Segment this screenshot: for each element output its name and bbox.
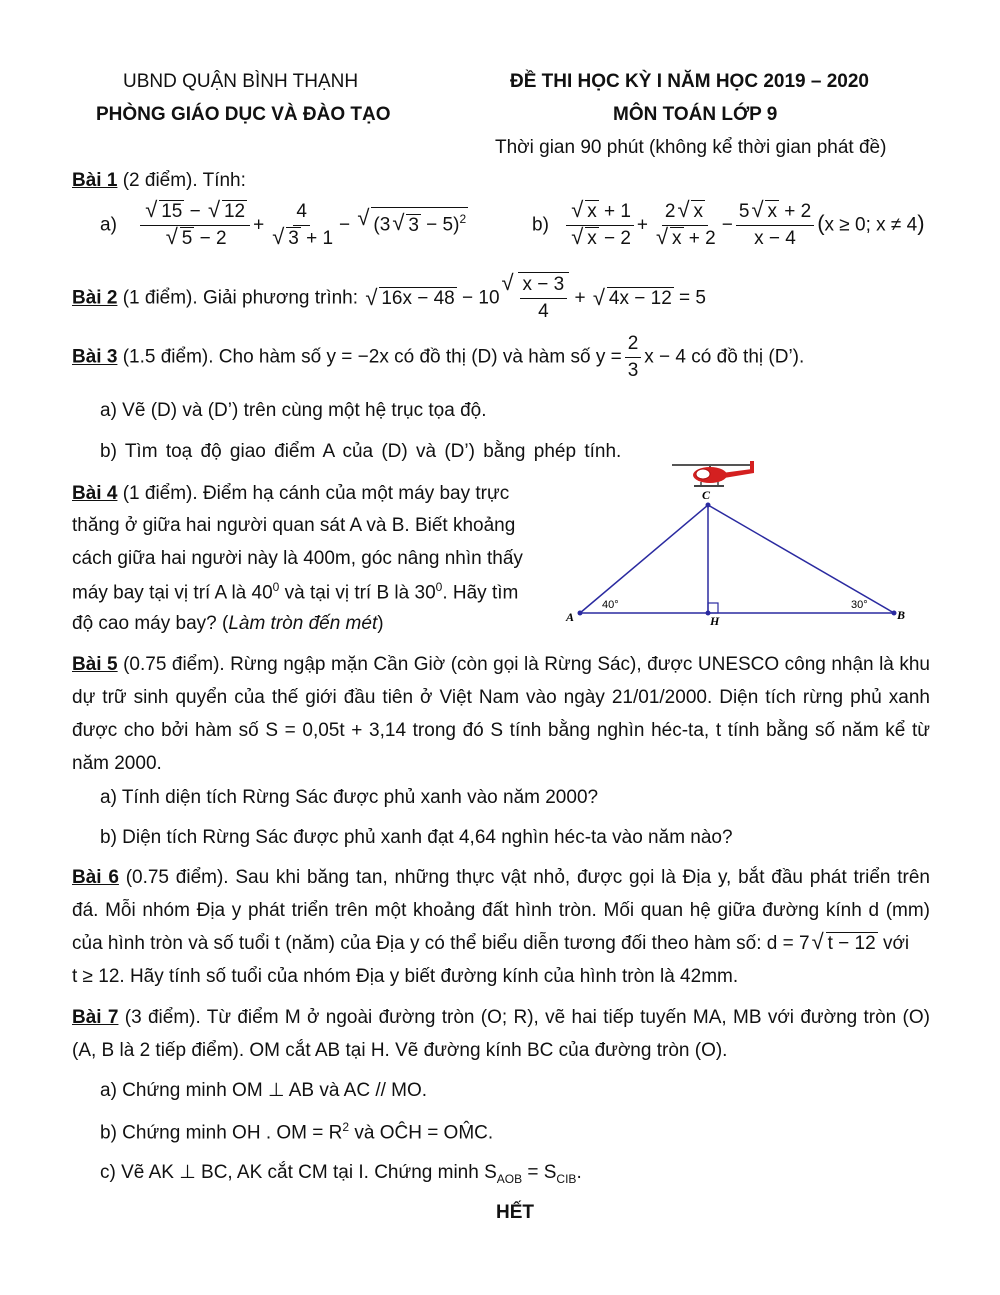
bai3-intro: (1.5 điểm). Cho hàm số (117, 346, 327, 368)
bai3-b: b) Tìm toạ độ giao điểm A của (D) và (D’) bằng phép tính. (100, 441, 622, 462)
bai7-b-text2: và (349, 1122, 380, 1144)
angle-a-label: 40° (602, 599, 619, 611)
bai7-text: (3 điểm). Từ điểm M ở ngoài đường tròn (O; R), vẽ hai tiếp tuyến MA, MB với đường tròn (O) (A, B là 2 tiếp điểm). OM cắt AB tại H. Vẽ đường kính BC của đường tròn (O). (72, 1007, 930, 1061)
bai3-line: Bài 3 (1.5 điểm). Cho hàm số y = −2x có đồ thị (D) và hàm số y = $\frac{2}{3}$ x − 4 có đồ thị (D’). (72, 333, 805, 381)
bai4-text-1: (1 điểm). Điểm hạ cánh của một máy bay trực (117, 483, 510, 504)
label-a: A (566, 610, 575, 624)
bai7-c-sub1: AOB (496, 1171, 523, 1186)
bai7-b (100, 1120, 493, 1144)
bai4-text-4a: máy bay tại vị trí A là 40 (72, 582, 273, 604)
bai4-text-4b: và tại vị trí B là 30 (279, 582, 436, 604)
header-left-line2: PHÒNG GIÁO DỤC VÀ ĐÀO TẠO (96, 104, 391, 125)
bai7-b-end: . (487, 1122, 494, 1144)
bai1-label: Bài 1 (72, 170, 118, 191)
bai1-intro: (2 điểm). Tính: (117, 170, 246, 191)
bai4-degree-b: 0 (435, 580, 443, 594)
bai1-a-label: a) (100, 214, 117, 236)
bai1-title (72, 170, 246, 192)
bai5-a: a) Tính diện tích Rừng Sác được phủ xanh vào năm 2000? (100, 787, 599, 808)
bai7-c-text1: c) Vẽ AK ⊥ BC, AK cắt CM tại I. Chứng minh S (100, 1162, 497, 1183)
bai7-c-sub2: CIB (556, 1171, 577, 1186)
bai6-paragraph: Bài 6 (0.75 điểm). Sau khi băng tan, những thực vật nhỏ, được gọi là Địa y, bắt đầu phát triển trên đá. Mỗi nhóm Địa y phát triển trên một khoảng đất hình tròn. Mối quan hệ giữa đường kính d (mm) của hình tròn và số tuổi t (năm) của Địa y có thể biểu diễn tương đối theo hàm số: d = 7√ t − 12 với t ≥ 12. Hãy tính số tuổi của nhóm Địa y biết đường kính của hình tròn là 42mm. (72, 861, 930, 993)
bai3-a: a) Vẽ (D) và (D’) trên cùng một hệ trục tọa độ. (100, 400, 487, 421)
label-b: B (897, 608, 906, 622)
label-h: H (710, 614, 720, 628)
header-right-line3: Thời gian 90 phút (không kể thời gian phát đề) (495, 137, 887, 158)
bai5-label: Bài 5 (72, 654, 118, 675)
angle-b-label: 30° (851, 599, 868, 611)
bai5-b: b) Diện tích Rừng Sác được phủ xanh đạt 4,64 nghìn héc-ta vào năm nào? (100, 827, 733, 848)
bai7-b-sup: 2 (342, 1120, 350, 1134)
bai4-label: Bài 4 (72, 483, 118, 504)
bai7-c-text3: . (576, 1162, 582, 1183)
bai1-a-expression: a) √ 15 − √ 12 √ 5 − 2 + 4 √ 3 + 1 − √ (3√ 3 − 5)$^2$ (100, 200, 468, 251)
bai6-text: (0.75 điểm). Sau khi băng tan, những thực vật nhỏ, được gọi là Địa y, bắt đầu phát triển trên đá. Mỗi nhóm Địa y phát triển trên một khoảng đất hình tròn. Mối quan hệ giữa đường kính d (mm) của hình tròn và số tuổi t (năm) của Địa y có thể biểu diễn tương đối theo hàm số: (72, 867, 930, 954)
bai4-line3: cách giữa hai người này là 400m, góc nâng nhìn thấy (72, 548, 523, 569)
bai1-b-label: b) (532, 214, 549, 236)
header-right-line2: MÔN TOÁN LỚP 9 (613, 104, 778, 125)
bai4-line4 (72, 580, 518, 604)
bai7-label: Bài 7 (72, 1007, 119, 1028)
bai7-b-text1: b) Chứng minh OH . OM = R (100, 1122, 343, 1144)
bai7-c-text2: = S (522, 1162, 557, 1183)
bai4-text-4c: . Hãy tìm (442, 582, 519, 604)
label-c: C (702, 488, 711, 502)
helicopter-icon (672, 461, 754, 486)
bai4-line1 (72, 483, 509, 505)
segment-bc (708, 505, 894, 613)
bai4-text-5c: ) (377, 613, 384, 634)
bai2-intro: (1 điểm). Giải phương trình: (117, 287, 364, 309)
segment-ac (580, 505, 708, 613)
bai7-a: a) Chứng minh OM ⊥ AB và AC // MO. (100, 1080, 428, 1101)
bai5-paragraph (72, 648, 930, 780)
bai4-line5 (72, 613, 384, 635)
bai7-b-angle: OĈH = OM̂C (379, 1122, 488, 1144)
bai6-label: Bài 6 (72, 867, 119, 888)
bai3-mid: có đồ thị (D) và hàm số (394, 346, 596, 368)
bai6-formula-end: với (877, 933, 910, 954)
bai4-line2: thăng ở giữa hai người quan sát A và B. Biết khoảng (72, 515, 516, 536)
bai4-text-5b: Làm tròn đến mét (228, 613, 378, 634)
bai4-text-5a: độ cao máy bay? ( (72, 613, 229, 634)
helicopter-triangle-figure (560, 455, 920, 635)
header-right-line1: ĐỀ THI HỌC KỲ I NĂM HỌC 2019 – 2020 (510, 71, 869, 92)
bai7-c (100, 1161, 582, 1186)
bai3-end: có đồ thị (D’). (691, 346, 805, 368)
bai2-line: Bài 2 (1 điểm). Giải phương trình: √ 16x − 48 − 10 √ $\frac{x - 3}{4}$ + √ 4x − 12 = 5 (72, 272, 706, 324)
bai4-degree-a: 0 (272, 580, 280, 594)
footer-end: HẾT (496, 1202, 534, 1223)
bai6-text2: t ≥ 12. Hãy tính số tuổi của nhóm Địa y biết đường kính của hình tròn là 42mm. (72, 966, 739, 987)
bai5-text: (0.75 điểm). Rừng ngập mặn Cần Giờ (còn gọi là Rừng Sác), được UNESCO công nhận là khu dự trữ sinh quyển của thế giới đầu tiên ở Việt Nam vào ngày 21/01/2000. Diện tích rừng phủ xanh được cho bởi hàm số S = 0,05t + 3,14 trong đó S tính bằng nghìn héc-ta, t tính bằng số năm kể từ năm 2000. (72, 654, 930, 774)
bai2-label: Bài 2 (72, 287, 118, 309)
bai3-label: Bài 3 (72, 346, 118, 368)
bai1-b-expression: b) √ x + 1 √ x − 2 + 2√ x √ x + 2 − $\frac{5√ x + 2}{x - 4}$ (x ≥ 0; x ≠ 4) (532, 200, 925, 251)
bai7-paragraph (72, 1001, 930, 1067)
header-left-line1: UBND QUẬN BÌNH THẠNH (123, 71, 359, 92)
